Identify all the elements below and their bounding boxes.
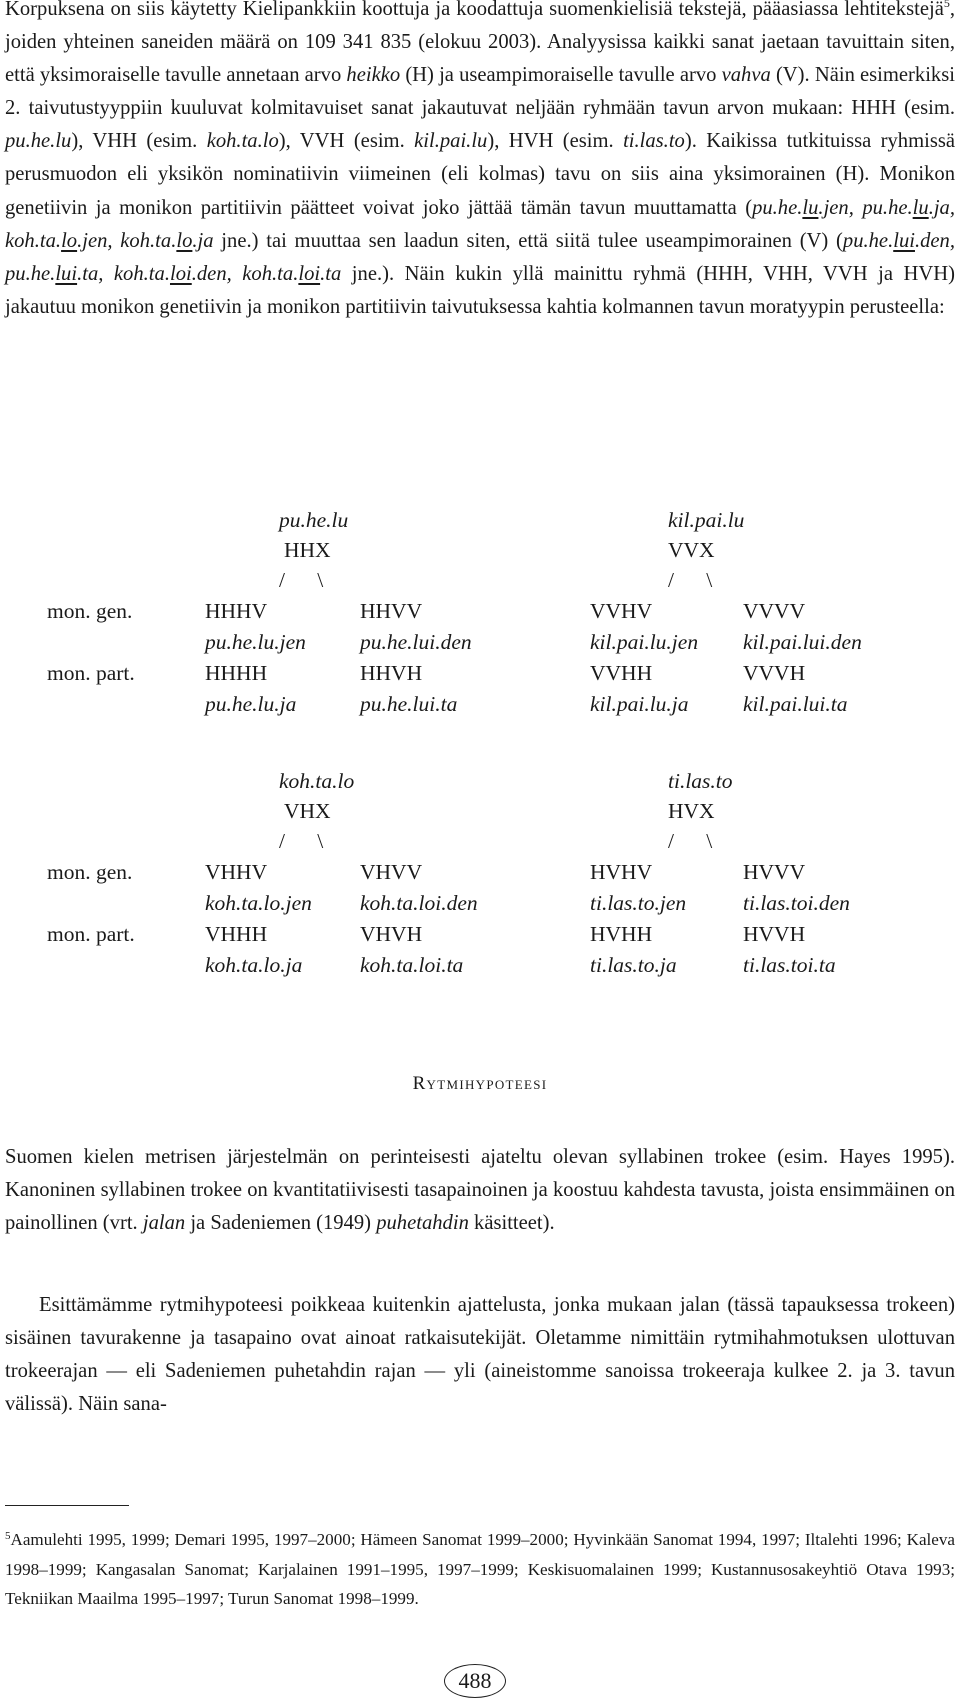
gen-right-code: HHVV bbox=[360, 599, 423, 623]
body-paragraph-1: Korpuksena on siis käytetty Kielipankkiin koottuja ja koodattuja suomenkielisiä tekstejä, pääasiassa lehtitekstejä$^5$, joiden yhteinen saneiden määrä on 109 341 835 (elokuu 2003). Analyysissa kaikki sanat jaetaan tavuittain siten, että yksimoraiselle tavulle annetaan arvo heikko (H) ja useampimoraiselle tavulle arvo vahva (V). Näin esimerkiksi 2. taivutustyyppiin kuuluvat kolmitavuiset sanat jakautuvat neljään ryhmään tavun arvon mukaan: HHH (esim. pu.he.lu), VHH (esim. koh.ta.lo), VVH (esim. kil.pai.lu), HVH (esim. ti.las.to). Kaikissa tutkituissa ryhmissä perusmuodon eli yksikön nominatiivin viimeinen (eli kolmas) tavu on siis aina yksimorainen (H). Monikon genetiivin ja monikon partitiivin päätteet voivat joko jättää tämän tavun muuttamatta (pu.he.lu.jen, pu.he.lu.ja, koh.ta.lo.jen, koh.ta.lo.ja jne.) tai muuttaa sen laadun siten, että siitä tulee useampimorainen (V) (pu.he.lui.den, pu.he.lui.ta, koh.ta.loi.den, koh.ta.loi.ta jne.). Näin kukin yllä mainittu ryhmä (HHH, VHH, VVH ja HVH) jakautuu monikon genetiivin ja monikon partitiivin taivutuksessa kahtia kolmannen tavun moratyypin perusteella: bbox=[5, 0, 955, 324]
stem-word: kil.pai.lu bbox=[668, 508, 745, 532]
gen-left-word: pu.he.lu.jen bbox=[205, 630, 306, 654]
gen-right-word: ti.las.toi.den bbox=[743, 891, 850, 915]
part-left-code: HHHH bbox=[205, 661, 268, 685]
body-paragraph-3: Esittämämme rytmihypoteesi poikkeaa kuitenkin ajattelusta, jonka mukaan jalan (tässä tapauksessa trokeen) sisäinen tavurakenne ja tasapaino ovat ainoat ratkaisutekijät. Oletamme nimittäin rytmihahmotuksen ulottuvan trokeerajan — eli Sadeniemen puhetahdin rajan — yli (aineistomme sanoissa trokeeraja kulkee 2. ja 3. tavun välissä). Näin sana- bbox=[5, 1294, 955, 1416]
part-left-word: ti.las.to.ja bbox=[590, 953, 677, 977]
split-marks: / \ bbox=[279, 568, 324, 592]
gen-left-word: kil.pai.lu.jen bbox=[590, 630, 699, 654]
gen-left-code: VVHV bbox=[590, 599, 653, 623]
gen-right-word: pu.he.lui.den bbox=[360, 630, 472, 654]
part-right-code: HVVH bbox=[743, 922, 806, 946]
footnote-reference: 5 bbox=[943, 0, 950, 10]
stem-code: VHX bbox=[284, 799, 331, 823]
gen-left-code: VHHV bbox=[205, 860, 268, 884]
gen-left-code: HHHV bbox=[205, 599, 268, 623]
footnote-marker: 5 bbox=[5, 1530, 11, 1542]
stem-word: koh.ta.lo bbox=[279, 769, 355, 793]
part-left-word: pu.he.lu.ja bbox=[205, 692, 297, 716]
part-right-code: VVVH bbox=[743, 661, 806, 685]
split-marks: / \ bbox=[279, 829, 324, 853]
stem-word: ti.las.to bbox=[668, 769, 733, 793]
stem-code: HHX bbox=[284, 538, 331, 562]
gen-right-code: VHVV bbox=[360, 860, 423, 884]
part-right-word: ti.las.toi.ta bbox=[743, 953, 836, 977]
body-paragraph-2: Suomen kielen metrisen järjestelmän on perinteisesti ajateltu olevan syllabinen trokee (esim. Hayes 1995). Kanoninen syllabinen trokee on kvantitatiivisesti tasapainoinen ja koostuu kahdesta tavusta, joista ensimmäinen on painollinen (vrt. jalan ja Sadeniemen (1949) puhetahdin käsitteet). bbox=[5, 1146, 955, 1235]
gen-right-code: VVVV bbox=[743, 599, 806, 623]
split-marks: / \ bbox=[668, 568, 713, 592]
split-marks: / \ bbox=[668, 829, 713, 853]
part-left-code: HVHH bbox=[590, 922, 653, 946]
gen-right-word: kil.pai.lui.den bbox=[743, 630, 862, 654]
section-heading: Rytmihypoteesi bbox=[412, 1073, 548, 1094]
row-label-mon-part: mon. part. bbox=[47, 922, 135, 946]
part-left-code: VVHH bbox=[590, 661, 653, 685]
stem-word: pu.he.lu bbox=[279, 508, 349, 532]
stem-code: VVX bbox=[668, 538, 715, 562]
part-left-word: kil.pai.lu.ja bbox=[590, 692, 689, 716]
page-number: 488 bbox=[444, 1664, 506, 1698]
gen-right-word: koh.ta.loi.den bbox=[360, 891, 478, 915]
footnote-separator bbox=[5, 1505, 129, 1506]
part-right-word: pu.he.lui.ta bbox=[360, 692, 458, 716]
row-label-mon-gen: mon. gen. bbox=[47, 860, 133, 884]
row-label-mon-part: mon. part. bbox=[47, 661, 135, 685]
footnote: $^5$Aamulehti 1995, 1999; Demari 1995, 1997–2000; Hämeen Sanomat 1999–2000; Hyvinkään Sanomat 1994, 1997; Iltalehti 1996; Kaleva 1998–1999; Kangasalan Sanomat; Karjalainen 1991–1995, 1997–1999; Keskisuomalainen 1999; Kustannusosakeyhtiö Otava 1993; Tekniikan Maailma 1995–1997; Turun Sanomat 1998–1999. bbox=[5, 1530, 955, 1609]
part-left-word: koh.ta.lo.ja bbox=[205, 953, 303, 977]
part-right-code: VHVH bbox=[360, 922, 423, 946]
part-right-word: koh.ta.loi.ta bbox=[360, 953, 464, 977]
part-right-code: HHVH bbox=[360, 661, 423, 685]
gen-left-code: HVHV bbox=[590, 860, 653, 884]
gen-left-word: koh.ta.lo.jen bbox=[205, 891, 312, 915]
gen-right-code: HVVV bbox=[743, 860, 806, 884]
stem-code: HVX bbox=[668, 799, 715, 823]
gen-left-word: ti.las.to.jen bbox=[590, 891, 687, 915]
part-right-word: kil.pai.lui.ta bbox=[743, 692, 848, 716]
part-left-code: VHHH bbox=[205, 922, 268, 946]
row-label-mon-gen: mon. gen. bbox=[47, 599, 133, 623]
